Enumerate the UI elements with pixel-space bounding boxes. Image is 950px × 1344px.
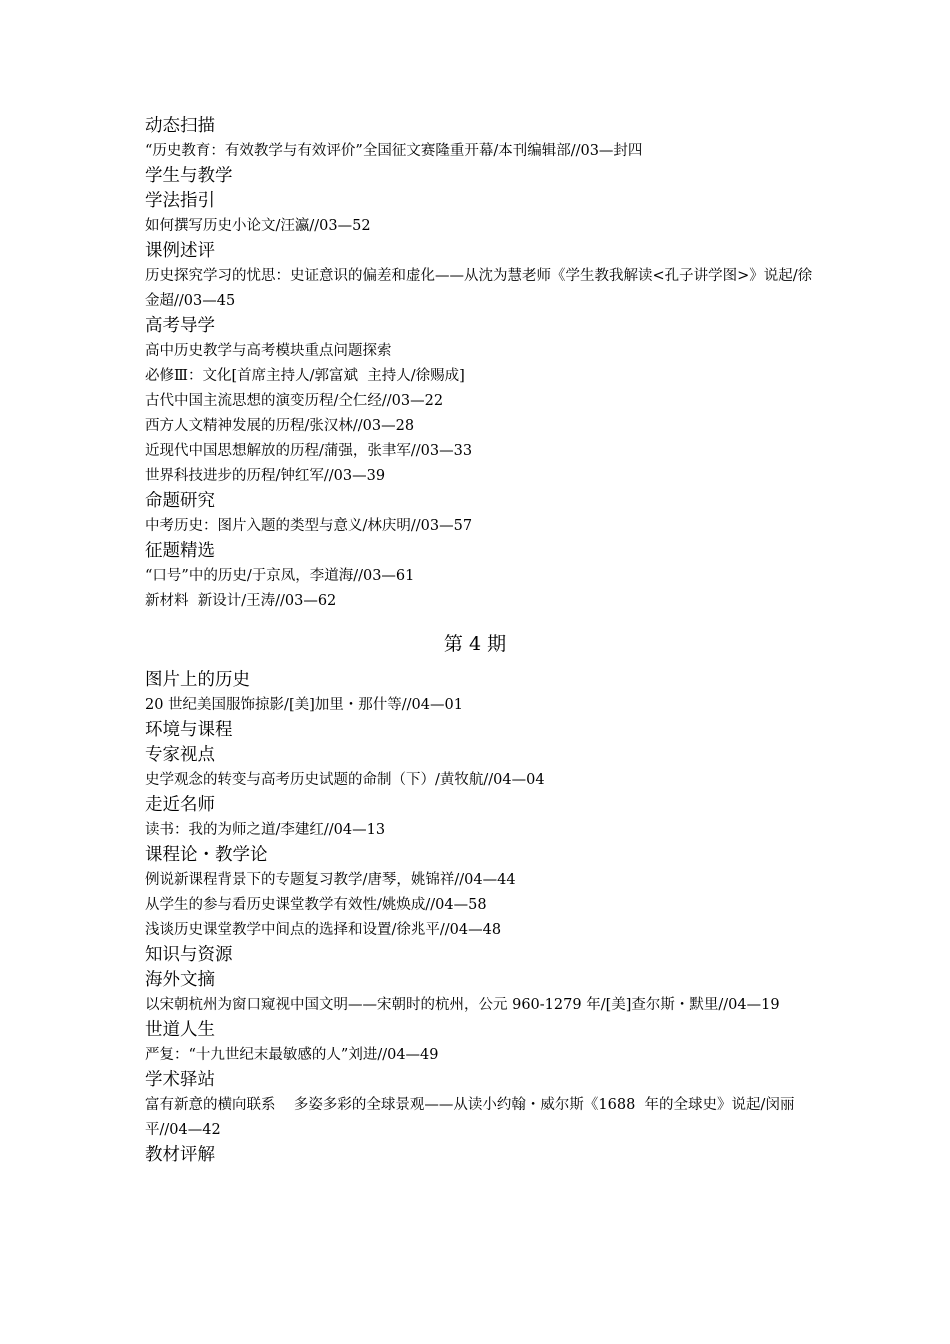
toc-entry: 严复：“十九世纪末最敏感的人”刘进//04—49 [145,1047,439,1063]
toc-entry: 例说新课程背景下的专题复习教学/唐琴，姚锦祥//04—44 [145,872,516,888]
subsection-heading-zhuanjia: 专家视点 [145,745,215,765]
section-heading-xuesheng: 学生与教学 [145,166,233,186]
toc-entry: 历史探究学习的忧思：史证意识的偏差和虚化——从沈为慧老师《学生教我解读<孔子讲学图>》说起/徐金超//03—45 [145,268,813,309]
toc-entry: 史学观念的转变与高考历史试题的命制（下）/黄牧航//04—04 [145,772,545,788]
subsection-heading-zhengti: 征题精选 [145,541,215,561]
subsection-heading-haiwai: 海外文摘 [145,970,215,990]
toc-entry: 浅谈历史课堂教学中间点的选择和设置/徐兆平//04—48 [145,922,502,938]
toc-entry: 从学生的参与看历史课堂教学有效性/姚焕成//04—58 [145,897,487,913]
toc-entry: 富有新意的横向联系 多姿多彩的全球景观——从读小约翰・威尔斯《1688 年的全球史》说起/闵丽平//04—42 [145,1097,795,1138]
toc-entry: 必修Ⅲ：文化[首席主持人/郭富斌 主持人/徐赐成] [145,368,465,384]
toc-entry: 世界科技进步的历程/钟红军//03—39 [145,468,386,484]
section-heading-tupian: 图片上的历史 [145,670,250,690]
section-heading-huanjing: 环境与课程 [145,720,233,740]
subsection-heading-mingti: 命题研究 [145,491,215,511]
subsection-heading-xueshu: 学术驿站 [145,1070,215,1090]
section-heading-zhishi: 知识与资源 [145,945,233,965]
subsection-heading-shidao: 世道人生 [145,1020,215,1040]
toc-entry: 如何撰写历史小论文/汪瀛//03—52 [145,218,371,234]
toc-entry: “历史教育：有效教学与有效评价”全国征文赛隆重开幕/本刊编辑部//03—封四 [145,143,643,159]
toc-entry: 新材料 新设计/王涛//03—62 [145,593,337,609]
table-of-contents [145,114,815,1168]
subsection-heading-kecheng: 课程论・教学论 [145,845,268,865]
section-heading-dongtai: 动态扫描 [145,116,215,136]
toc-entry: 读书：我的为师之道/李建红//04—13 [145,822,386,838]
subsection-heading-jiaocai: 教材评解 [145,1145,215,1165]
toc-entry: 20 世纪美国服饰掠影/[美]加里・那什等//04—01 [145,697,463,713]
toc-entry: “口号”中的历史/于京凤，李道海//03—61 [145,568,415,584]
subsection-heading-keli: 课例述评 [145,241,215,261]
toc-entry: 近现代中国思想解放的历程/蒲强，张聿军//03—33 [145,443,473,459]
toc-entry: 古代中国主流思想的演变历程/仝仁经//03—22 [145,393,444,409]
toc-entry: 西方人文精神发展的历程/张汉林//03—28 [145,418,415,434]
subsection-heading-gaokao: 高考导学 [145,316,215,336]
issue-title: 第 4 期 [443,633,507,655]
toc-entry: 以宋朝杭州为窗口窥视中国文明——宋朝时的杭州，公元 960-1279 年/[美]查尔斯・默里//04—19 [145,997,780,1013]
subsection-heading-xuefa: 学法指引 [145,191,215,211]
toc-entry: 高中历史教学与高考模块重点问题探索 [145,343,392,359]
toc-entry: 中考历史：图片入题的类型与意义/林庆明//03—57 [145,518,473,534]
subsection-heading-zoujin: 走近名师 [145,795,215,815]
